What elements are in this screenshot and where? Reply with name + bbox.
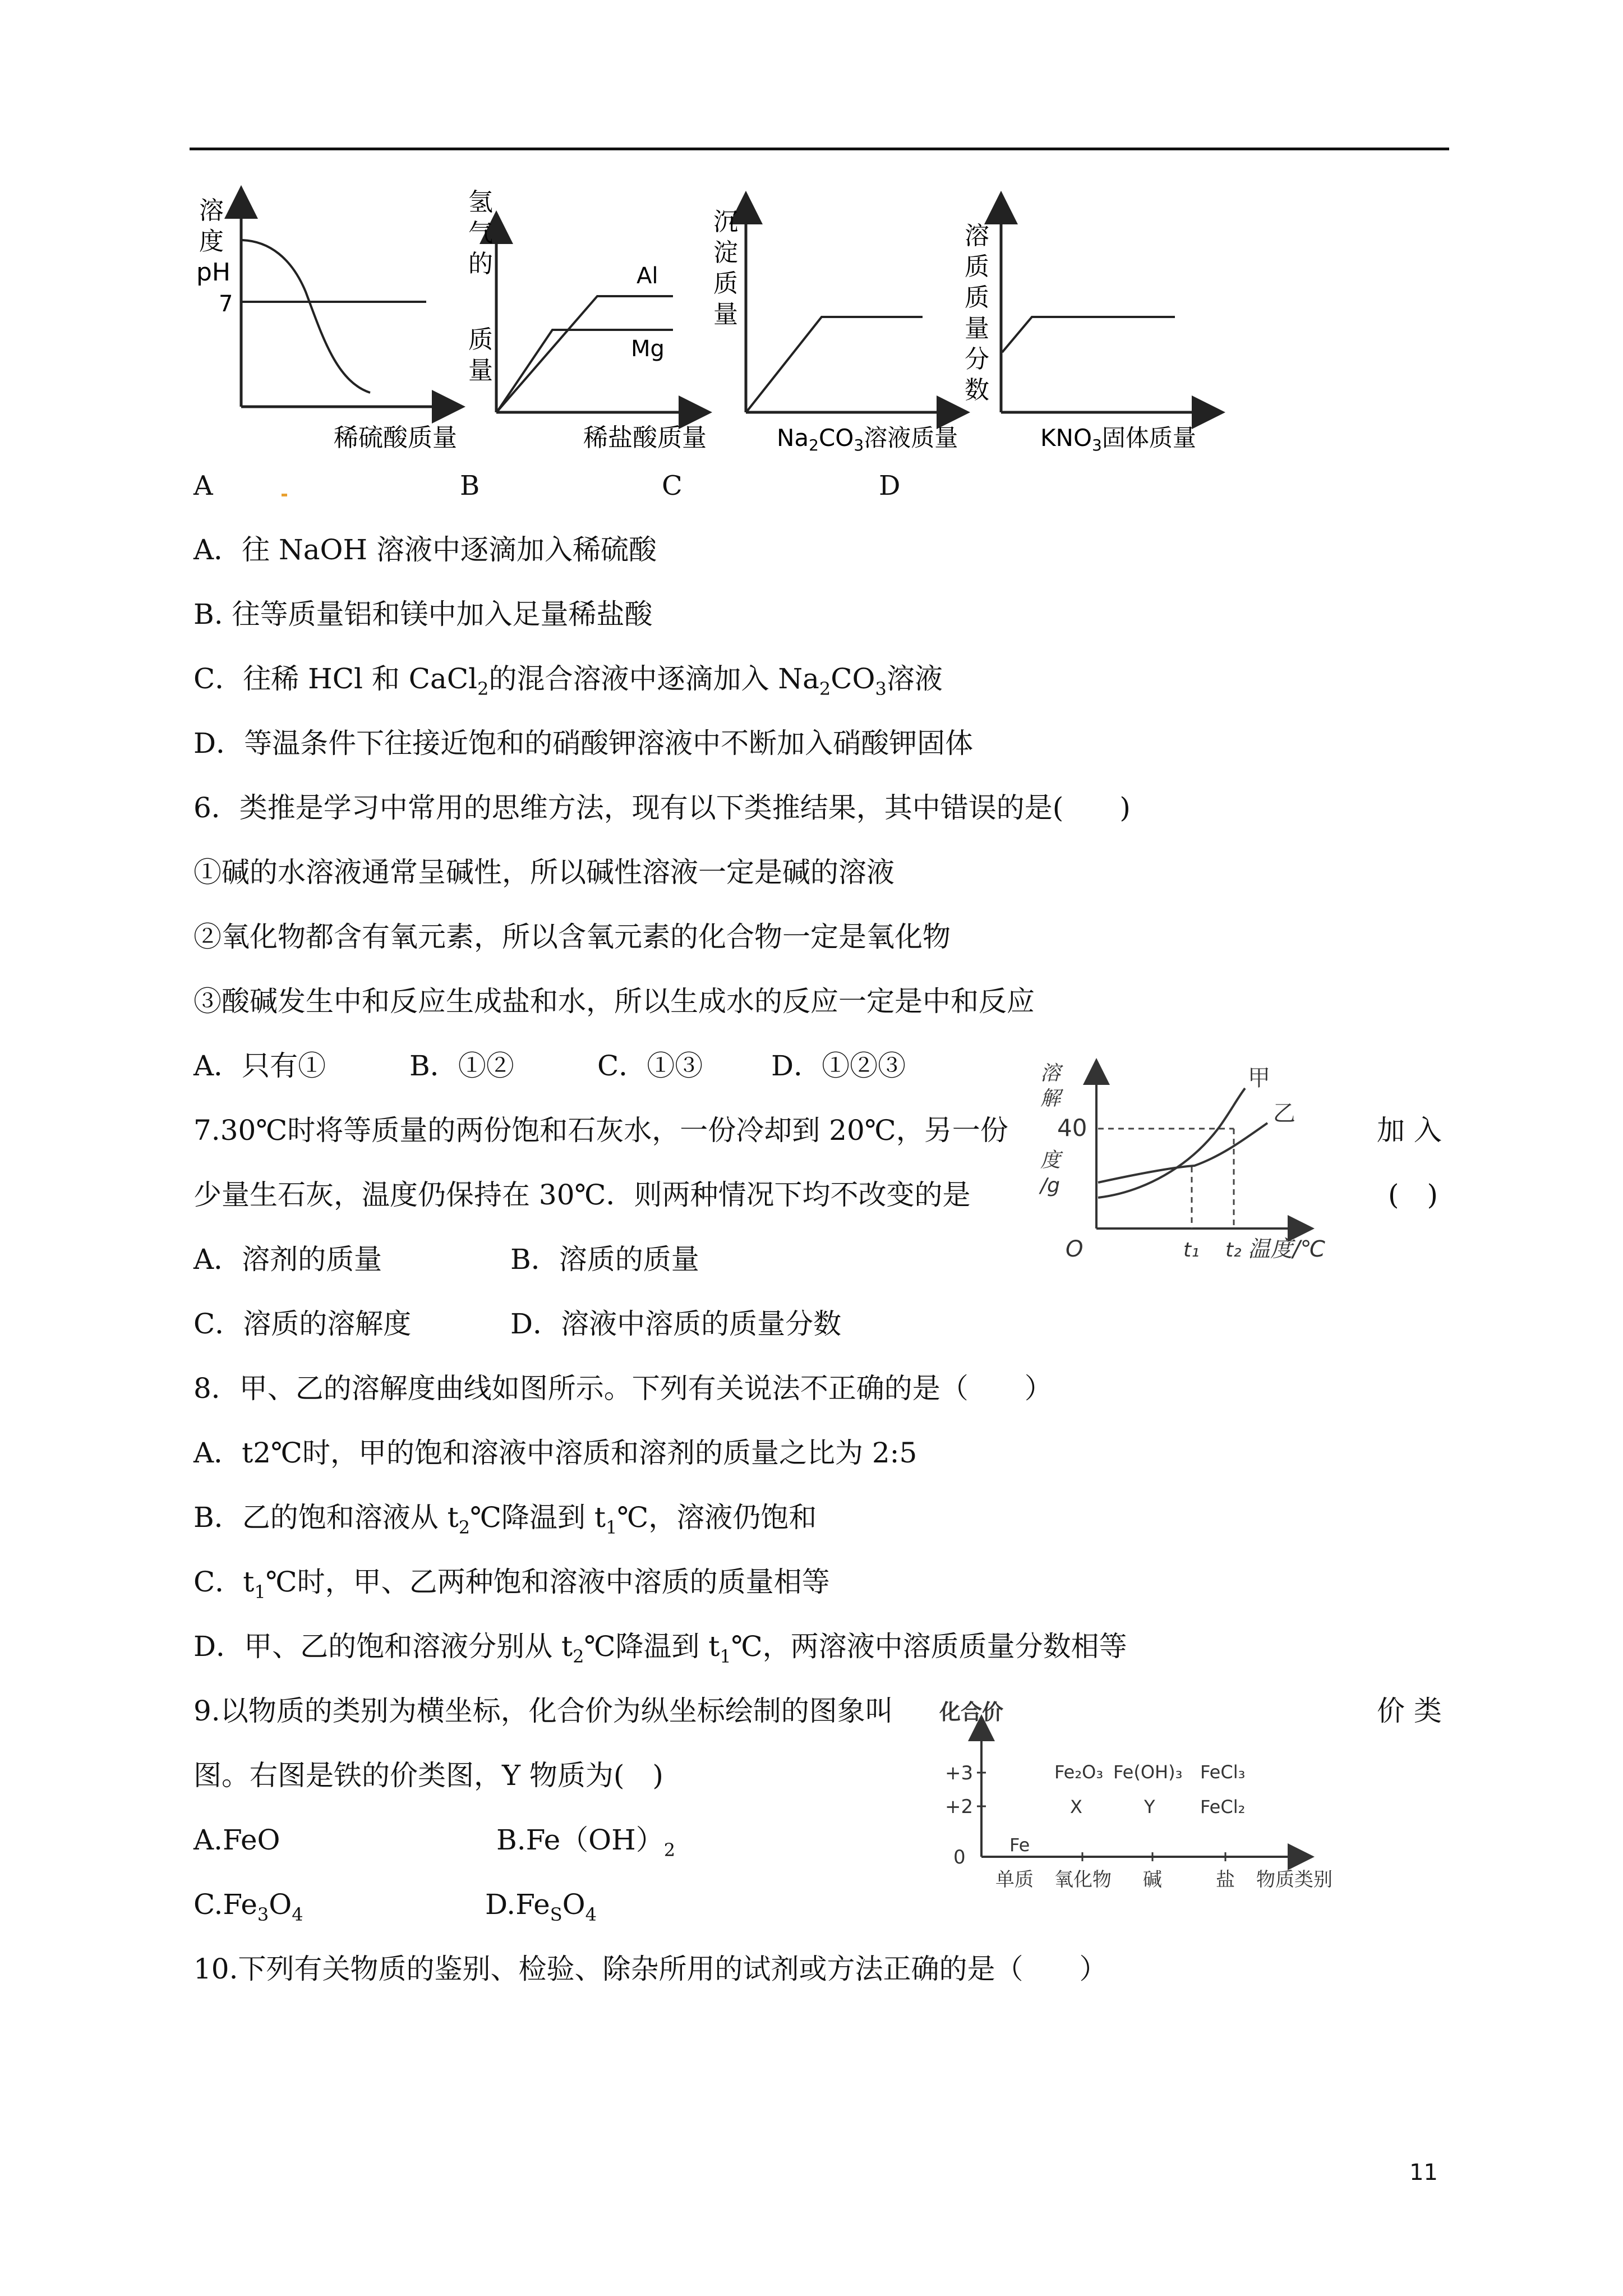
graph-c xyxy=(713,208,958,454)
q6-option-c: C．①③ xyxy=(597,1050,703,1082)
svg-text:量: 量 xyxy=(713,300,738,329)
graph-letter-d: D xyxy=(879,470,901,501)
iron-fecl3: FeCl₃ xyxy=(1200,1761,1246,1783)
q8-option-c: C．$t_1℃$时，甲、乙两种饱和溶液中溶质的质量相等 xyxy=(193,1566,830,1603)
graph-d-xlabel: KNO3固体质量 xyxy=(1040,424,1196,454)
iron-ytick-3: +3 xyxy=(945,1762,974,1784)
graph-a-xlabel: 稀硫酸质量 xyxy=(334,424,457,452)
q6-option-d: D．①②③ xyxy=(771,1050,906,1082)
svg-text:的: 的 xyxy=(468,250,493,278)
q10-stem: 10.下列有关物质的鉴别、检验、除杂所用的试剂或方法正确的是（ ） xyxy=(193,1953,1108,1985)
q9-option-a: A.FeO xyxy=(193,1824,280,1856)
iron-fecl2: FeCl₂ xyxy=(1200,1796,1246,1818)
iron-fe: Fe xyxy=(1009,1834,1030,1856)
iron-ytick-2: +2 xyxy=(945,1796,974,1818)
curve-jia xyxy=(1098,1088,1245,1198)
q5-graphs xyxy=(0,0,1623,505)
graph-a-ytick: 7 xyxy=(219,291,233,317)
q6-option-b: B．①② xyxy=(409,1050,514,1082)
q5-option-a: A．往 NaOH 溶液中逐滴加入稀硫酸 xyxy=(193,533,657,566)
graph-b-series-al: Al xyxy=(637,263,658,289)
q9-stem-1: 9.以物质的类别为横坐标，化合价为纵坐标绘制的图象叫 xyxy=(193,1695,893,1727)
q7-option-a: A．溶剂的质量 xyxy=(193,1243,382,1276)
iron-x: X xyxy=(1070,1796,1082,1818)
q8-option-a: A．t2℃时，甲的饱和溶液中溶质和溶剂的质量之比为 2:5 xyxy=(193,1437,917,1469)
iron-xcat-4: 盐 xyxy=(1216,1869,1235,1891)
graph-letter-b: B xyxy=(460,470,480,501)
q5-option-b: B. 往等质量铝和镁中加入足量稀盐酸 xyxy=(193,598,653,631)
svg-text:解: 解 xyxy=(1040,1087,1061,1110)
solubility-chart xyxy=(1009,1055,1357,1279)
iron-valence-chart xyxy=(925,1688,1374,1896)
q9-option-c: $C.Fe_3O_4$ xyxy=(193,1888,303,1925)
svg-text:度: 度 xyxy=(1040,1149,1061,1172)
iron-ylabel: 化合价 xyxy=(939,1700,1004,1724)
page-number: 11 xyxy=(1409,2160,1438,2185)
graph-a-ylabel-3: pH xyxy=(196,258,231,287)
svg-text:气: 气 xyxy=(468,219,493,247)
graph-letter-c: C xyxy=(662,470,683,501)
q9-option-d: $D.Fe_SO_4$ xyxy=(485,1888,597,1925)
q9-option-b: $B.Fe(OH)_2$ xyxy=(496,1824,676,1861)
graph-a-ylabel-1: 溶 xyxy=(199,196,224,225)
iron-fe2o3: Fe₂O₃ xyxy=(1054,1761,1104,1783)
series-jia: 甲 xyxy=(1248,1065,1270,1091)
curve-yi xyxy=(1098,1123,1267,1182)
svg-text:淀: 淀 xyxy=(713,238,738,267)
svg-text:质: 质 xyxy=(713,269,738,298)
svg-text:量: 量 xyxy=(965,314,989,343)
series-yi: 乙 xyxy=(1273,1101,1295,1126)
q9-stem-1-right: 价 类 xyxy=(1377,1695,1442,1727)
svg-text:溶: 溶 xyxy=(1040,1062,1061,1085)
iron-xcat-2: 氧化物 xyxy=(1054,1869,1112,1891)
graph-d xyxy=(965,208,1209,454)
q6-stem: 6．类推是学习中常用的思维方法，现有以下类推结果，其中错误的是( ) xyxy=(193,792,1131,824)
graph-a xyxy=(196,196,457,452)
q8-stem: 8．甲、乙的溶解度曲线如图所示。下列有关说法不正确的是（ ） xyxy=(193,1372,1053,1405)
graph-b-xlabel: 稀盐酸质量 xyxy=(583,424,707,452)
svg-text:数: 数 xyxy=(965,376,989,404)
xtick-t1: t₁ xyxy=(1183,1239,1200,1262)
svg-text:沉: 沉 xyxy=(713,208,738,236)
svg-text:/g: /g xyxy=(1040,1174,1060,1197)
q6-option-a: A．只有① xyxy=(193,1050,326,1082)
solubility-ytick: 40 xyxy=(1057,1114,1087,1142)
chart-origin: O xyxy=(1066,1236,1083,1262)
svg-text:质: 质 xyxy=(965,283,989,312)
q7-option-b: B．溶质的质量 xyxy=(510,1243,699,1276)
q7-stem-2: 少量生石灰，温度仍保持在 30℃．则两种情况下均不改变的是 xyxy=(193,1179,971,1211)
graph-b-series-mg: Mg xyxy=(631,336,665,362)
q5-option-d: D．等温条件下往接近饱和的硝酸钾溶液中不断加入硝酸钾固体 xyxy=(193,727,974,760)
svg-text:质: 质 xyxy=(965,252,989,281)
q7-option-d: D．溶液中溶质的质量分数 xyxy=(510,1308,842,1340)
svg-text:质: 质 xyxy=(468,325,493,354)
q5-option-c: C．往稀 HCl 和 CaCl$_2$的混合溶液中逐滴加入 $Na_2CO_3$溶液 xyxy=(193,662,943,700)
q6-statement-3: ③酸碱发生中和反应生成盐和水，所以生成水的反应一定是中和反应 xyxy=(193,985,1035,1018)
q6-statement-2: ②氧化物都含有氧元素，所以含氧元素的化合物一定是氧化物 xyxy=(193,921,951,953)
iron-feoh3: Fe(OH)₃ xyxy=(1113,1761,1183,1783)
q8-option-b: B．乙的饱和溶液从 $t_2℃$降温到 $t_1℃$，溶液仍饱和 xyxy=(193,1501,817,1538)
orange-dot xyxy=(282,494,287,496)
graph-b xyxy=(468,188,707,452)
svg-text:量: 量 xyxy=(468,356,493,385)
q7-option-c: C．溶质的溶解度 xyxy=(193,1308,412,1340)
q7-stem-2-right: ( ) xyxy=(1388,1179,1438,1211)
iron-xlabel: 物质类别 xyxy=(1256,1869,1332,1891)
solubility-xlabel: 温度/℃ xyxy=(1248,1236,1326,1262)
q7-stem-1: 7.30℃时将等质量的两份饱和石灰水，一份冷却到 20℃，另一份 xyxy=(193,1114,1008,1147)
svg-text:氢: 氢 xyxy=(468,188,493,217)
svg-text:溶: 溶 xyxy=(965,222,989,250)
xtick-t2: t₂ xyxy=(1225,1239,1242,1262)
svg-text:分: 分 xyxy=(965,345,989,374)
graph-letter-a: A xyxy=(193,470,213,501)
q8-option-d: D．甲、乙的饱和溶液分别从 $t_2℃$降温到 $t_1℃$，两溶液中溶质质量分数相等 xyxy=(193,1630,1127,1667)
iron-xcat-3: 碱 xyxy=(1143,1869,1162,1891)
q9-stem-2: 图。右图是铁的价类图，Y 物质为( ) xyxy=(193,1759,663,1792)
iron-ytick-0: 0 xyxy=(953,1846,966,1869)
iron-y: Y xyxy=(1144,1796,1155,1818)
graph-c-xlabel: Na2CO3溶液质量 xyxy=(777,424,958,454)
graph-a-ylabel-2: 度 xyxy=(199,227,224,256)
iron-xcat-1: 单质 xyxy=(995,1869,1034,1891)
q7-stem-1-right: 加 入 xyxy=(1377,1114,1442,1147)
q6-statement-1: ①碱的水溶液通常呈碱性，所以碱性溶液一定是碱的溶液 xyxy=(193,856,895,889)
